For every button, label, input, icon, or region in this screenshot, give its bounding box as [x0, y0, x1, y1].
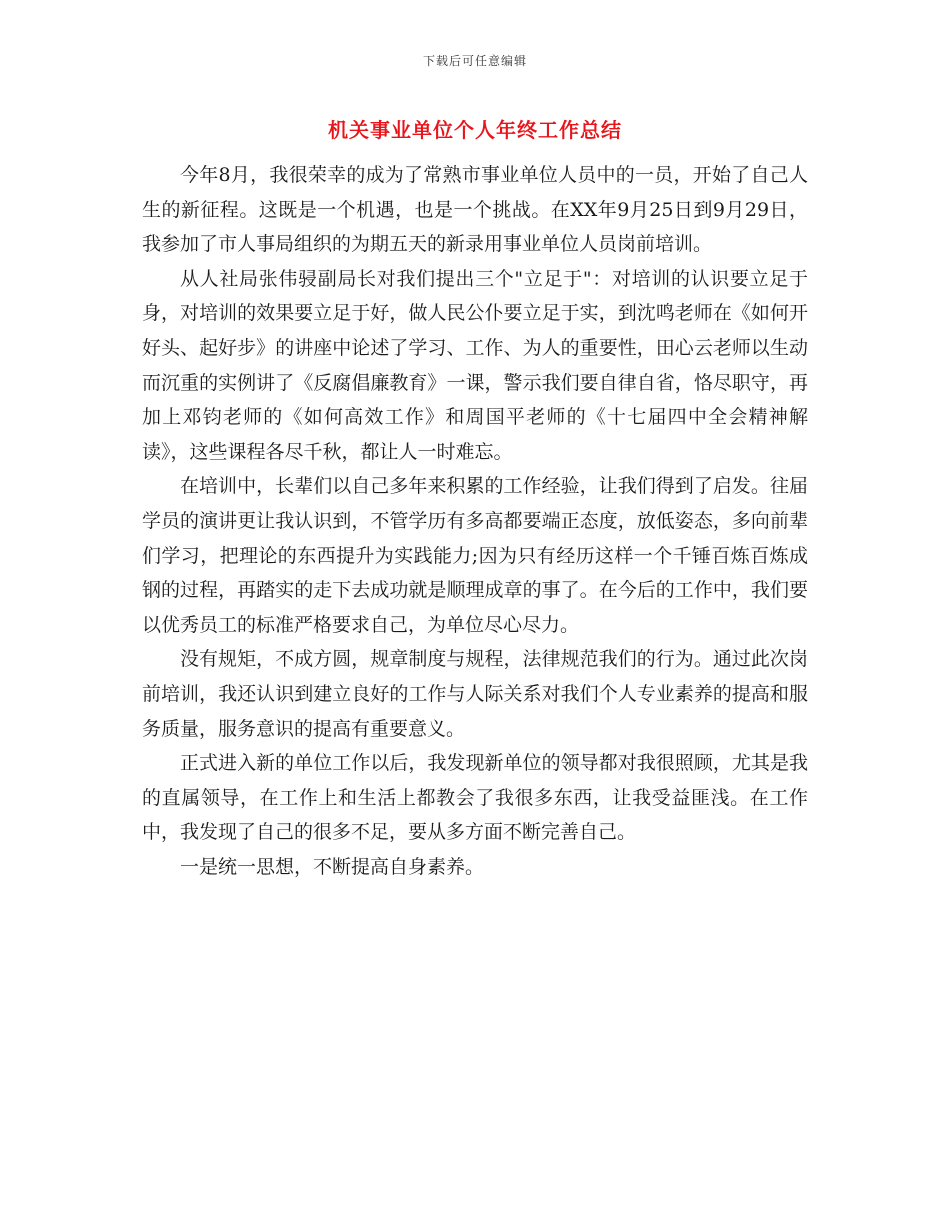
document-title: 机关事业单位个人年终工作总结	[328, 118, 622, 142]
document-body	[142, 158, 808, 884]
paragraph: 今年8月，我很荣幸的成为了常熟市事业单位人员中的一员，开始了自己人生的新征程。这既是一个机遇，也是一个挑战。在XX年9月25日到9月29日，我参加了市人事局组织的为期五天的新录用事业单位人员岗前培训。	[142, 164, 808, 256]
paragraph: 在培训中，长辈们以自己多年来积累的工作经验，让我们得到了启发。往届学员的演讲更让我认识到，不管学历有多高都要端正态度，放低姿态，多向前辈们学习，把理论的东西提升为实践能力;因为只有经历这样一个千锤百炼百炼成钢的过程，再踏实的走下去成功就是顺理成章的事了。在今后的工作中，我们要以优秀员工的标准严格要求自己，为单位尽心尽力。	[142, 475, 808, 636]
paragraph: 一是统一思想，不断提高自身素养。	[180, 855, 485, 878]
header-note: 下载后可任意编辑	[422, 54, 527, 68]
paragraph: 从人社局张伟骎副局长对我们提出三个"立足于"：对培训的认识要立足于身，对培训的效果要立足于好，做人民公仆要立足于实，到沈鸣老师在《如何开好头、起好步》的讲座中论述了学习、工作、为人的重要性，田心云老师以生动而沉重的实例讲了《反腐倡廉教育》一课，警示我们要自律自省，恪尽职守，再加上邓钧老师的《如何高效工作》和周国平老师的《十七届四中全会精神解读》，这些课程各尽千秋，都让人一时难忘。	[142, 267, 808, 463]
paragraph: 正式进入新的单位工作以后，我发现新单位的领导都对我很照顾，尤其是我的直属领导，在工作上和生活上都教会了我很多东西，让我受益匪浅。在工作中，我发现了自己的很多不足，要从多方面不断完善自己。	[142, 752, 808, 844]
paragraph: 没有规矩，不成方圆，规章制度与规程，法律规范我们的行为。通过此次岗前培训，我还认识到建立良好的工作与人际关系对我们个人专业素养的提高和服务质量，服务意识的提高有重要意义。	[142, 648, 808, 740]
